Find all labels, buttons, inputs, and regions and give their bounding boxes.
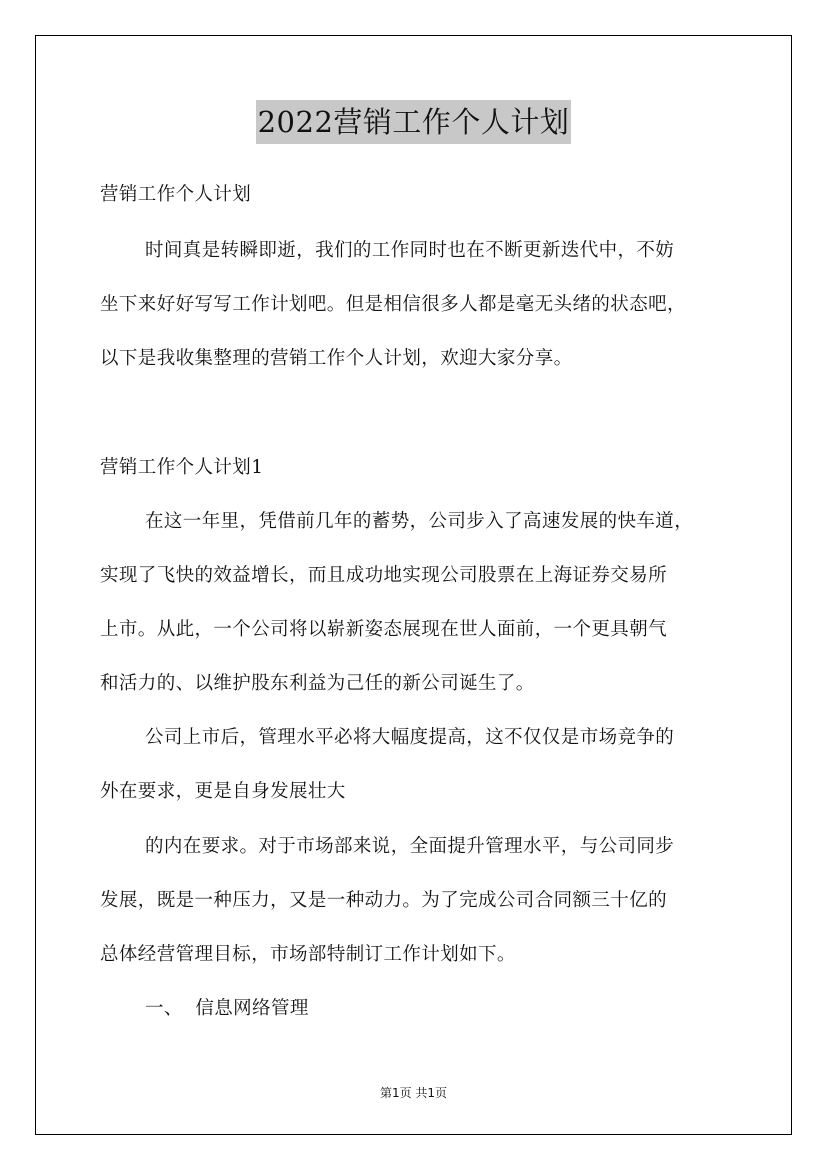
title-wrap [0,100,827,144]
section-heading: 营销工作个人计划1 [100,457,264,478]
page-footer: 第1页 共1页 [379,1086,448,1100]
paragraph-line: 公司上市后，管理水平必将大幅度提高，这不仅仅是市场竞争的 [145,727,675,748]
paragraph-line: 在这一年里，凭借前几年的蓄势，公司步入了高速发展的快车道， [145,511,694,532]
paragraph-line: 总体经营管理目标，市场部特制订工作计划如下。 [100,944,516,965]
subtitle: 营销工作个人计划 [100,184,252,205]
intro-line: 时间真是转瞬即逝，我们的工作同时也在不断更新迭代中，不妨 [145,240,675,261]
intro-line: 坐下来好好写写工作计划吧。但是相信很多人都是毫无头绪的状态吧， [100,294,686,315]
document-title: 2022营销工作个人计划 [256,100,572,144]
intro-line: 以下是我收集整理的营销工作个人计划，欢迎大家分享。 [100,348,573,369]
paragraph-line: 发展，既是一种压力，又是一种动力。为了完成公司合同额三十亿的 [100,890,668,911]
paragraph-line: 上市。从此，一个公司将以崭新姿态展现在世人面前，一个更具朝气 [100,619,668,640]
paragraph-line: 的内在要求。对于市场部来说，全面提升管理水平，与公司同步 [145,836,675,857]
list-item: 一、 信息网络管理 [145,998,309,1019]
paragraph-line: 和活力的、以维护股东利益为己任的新公司诞生了。 [100,673,535,694]
paragraph-line: 外在要求，更是自身发展壮大 [100,781,346,802]
paragraph-line: 实现了飞快的效益增长，而且成功地实现公司股票在上海证券交易所 [100,565,668,586]
